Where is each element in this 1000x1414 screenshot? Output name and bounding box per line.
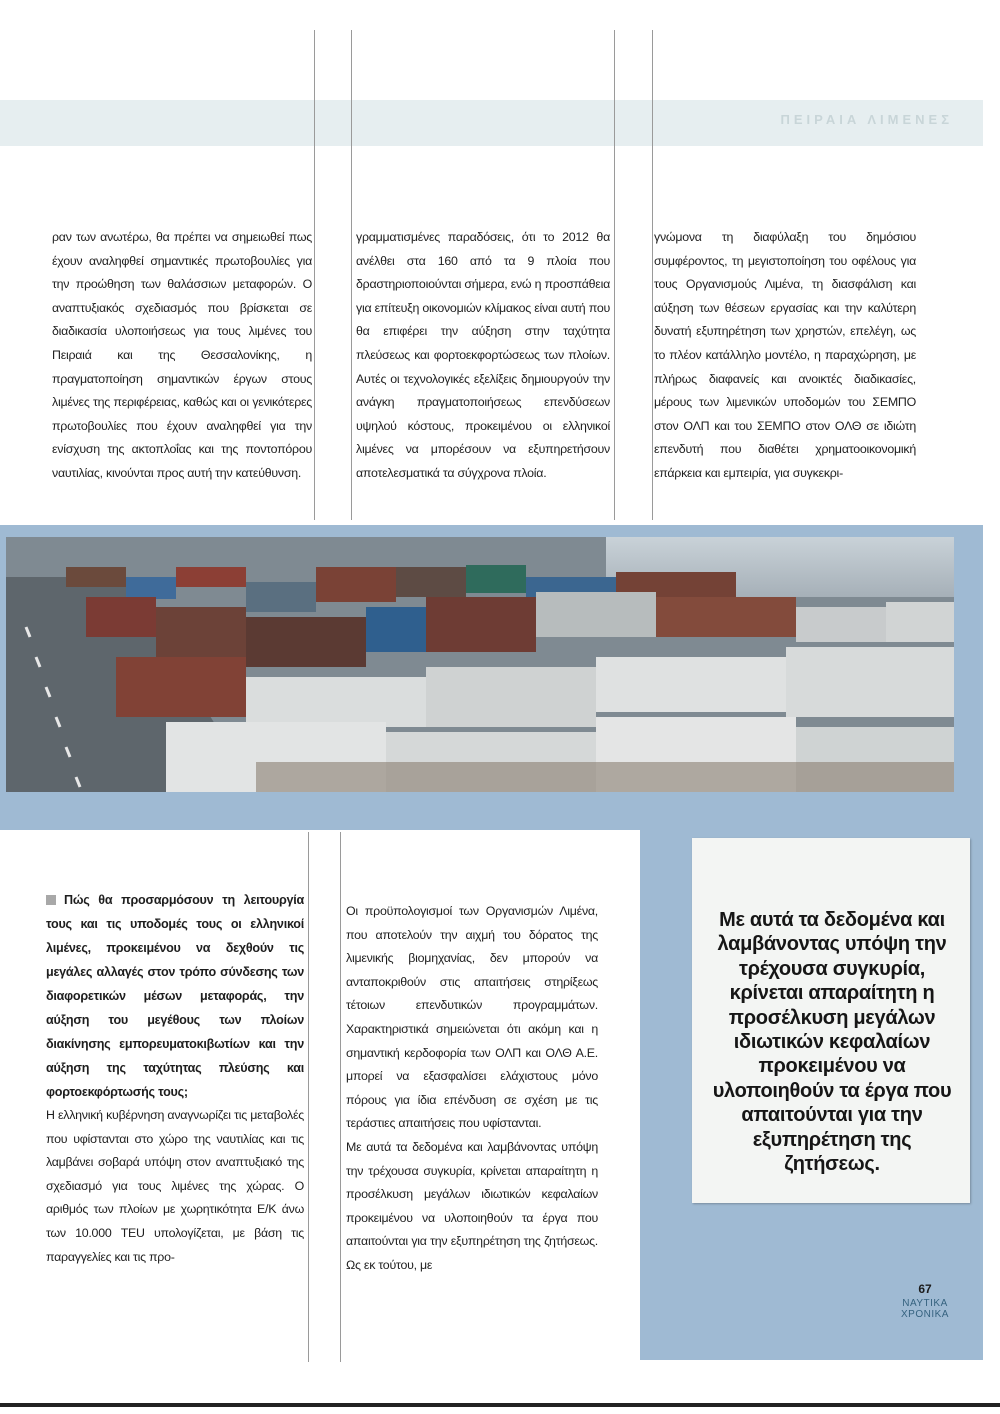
column-rule (308, 832, 309, 1362)
question-text: Πώς θα προσαρμόσουν τη λειτουργία τους και τις υποδομές τους οι ελληνικοί λιμένες, προκειμένου να δεχθούν τις μεγάλες αλλαγές στον τρόπο σύνδεσης των διαφορετικών μέσων μεταφοράς, την αύξηση του μεγέθους των πλοίων διακίνησης εμπορευματοκιβωτίων και την αύξηση της ταχύτητας πλεύσης και φορτοεκφόρτωσής τους; (46, 893, 304, 1099)
magazine-name-line1: ΝΑΥΤΙΚΑ (902, 1298, 948, 1309)
paragraph: γνώμονα τη διαφύλαξη του δημόσιου συμφέροντος, τη μεγιστοποίηση του οφέλους για τους Οργανισμούς Λιμένα, τη διασφάλιση και αύξηση των θέσεων εργασίας και την καλύτερη δυνατή εξυπηρέτηση των χρηστών, επελέγη, ως το πλέον κατάλληλο μοντέλο, η παραχώρηση, με πλήρως διαφανείς και ανοικτές διαδικασίες, μέρους των λιμενικών υποδομών του ΣΕΜΠΟ στον ΟΛΠ και του ΣΕΜΠΟ στον ΟΛΘ σε ιδιώτη επενδυτή που διαθέτει χρηματοοικονομική επάρκεια και εμπειρία, για συγκεκρι- (654, 230, 916, 480)
page-edge-bar (0, 1403, 1000, 1407)
pull-quote: Με αυτά τα δεδομένα και λαμβάνοντας υπόψη την τρέχουσα συγκυρία, κρίνεται απαραίτητη η προσέλκυση μεγάλων ιδιωτικών κεφαλαίων προκειμένου να υλοποιηθούν τα έργα που απαιτούνται για την εξυπηρέτηση της ζητήσεως. (712, 909, 952, 1176)
column-rule (614, 30, 615, 520)
section-tag: ΠΕΙΡΑΙΑ ΛΙΜΕΝΕΣ (780, 112, 953, 127)
text-column-3 (654, 226, 916, 486)
text-column-bottom-1 (46, 888, 304, 1269)
header-band (0, 100, 983, 146)
column-rule (652, 30, 653, 520)
container-terminal-illustration (6, 537, 954, 792)
pull-quote-box (692, 838, 970, 1203)
square-bullet-icon (46, 895, 56, 905)
magazine-name-line2: ΧΡΟΝΙΚΑ (901, 1309, 949, 1320)
paragraph: Οι προϋπολογισμοί των Οργανισμών Λιμένα, που αποτελούν την αιχμή του δόρατος της λιμενικής βιομηχανίας, δεν μπορούν να ανταποκριθούν στις απαιτήσεις στηρίξεως τέτοιων επενδυτικών προγραμμάτων. Χαρακτηριστικά σημειώνεται ότι ακόμη και η σημαντική κερδοφορία των ΟΛΠ και ΟΛΘ Α.Ε. μπορεί να εξασφαλίσει ελάχιστους μόνο πόρους για ίδια επένδυση σε σχέση με τις τεράστιες απαιτήσεις που υφίστανται. (346, 904, 598, 1131)
answer-paragraph: Η ελληνική κυβέρνηση αναγνωρίζει τις μεταβολές που υφίστανται στο χώρο της ναυτιλίας και τις λαμβάνει σοβαρά υπόψη στον αναπτυξιακό της σχεδιασμό για τους λιμένες της χώρας. Ο αριθμός των πλοίων με χωρητικότητα Ε/Κ άνω των 10.000 TEU υπολογίζεται, με βάση τις παραγγελίες και τις προ- (46, 1108, 304, 1264)
text-column-2 (356, 226, 610, 486)
interview-question (46, 888, 304, 1104)
paragraph: γραμματισμένες παραδόσεις, ότι το 2012 θα ανέλθει στα 160 από τα 9 πλοία που δραστηριοποιούνται σήμερα, ενώ η προσπάθεια για επίτευξη οικονομιών κλίμακος είναι αυτή που θα επιφέρει την αύξηση στην ταχύτητα πλεύσεως και φορτοεκφορτώσεως των πλοίων. Αυτές οι τεχνολογικές εξελίξεις δημιουργούν την ανάγκη πραγματοποιήσεως επενδύσεων υψηλού κόστους, προκειμένου οι ελληνικοί λιμένες να μπορέσουν να εξυπηρετήσουν αποτελεσματικά τα σύγχρονα πλοία. (356, 230, 610, 480)
page-number: 67 (918, 1282, 932, 1296)
column-rule (314, 30, 315, 520)
text-column-1 (52, 226, 312, 486)
text-column-bottom-2 (346, 900, 598, 1278)
paragraph: ραν των ανωτέρω, θα πρέπει να σημειωθεί πως έχουν αναληφθεί σημαντικές πρωτοβουλίες για την προώθηση των θαλάσσιων μεταφορών. Ο αναπτυξιακός σχεδιασμός που βρίσκεται σε διαδικασία υλοποιήσεως για τους λιμένες του Πειραιά και της Θεσσαλονίκης, η πραγματοποίηση σημαντικών έργων στους λιμένες της περιφέρειας, καθώς και οι γενικότερες πρωτοβουλίες που έχουν αναληφθεί για την ενίσχυση της ακτοπλοΐας και της ποντοπόρου ναυτιλίας, κινούνται προς αυτή την κατεύθυνση. (52, 230, 312, 480)
column-rule (340, 832, 341, 1362)
column-rule (351, 30, 352, 520)
container-terminal-photo (6, 537, 954, 792)
magazine-name (880, 1298, 970, 1320)
paragraph: Με αυτά τα δεδομένα και λαμβάνοντας υπόψη την τρέχουσα συγκυρία, κρίνεται απαραίτητη η προσέλκυση μεγάλων ιδιωτικών κεφαλαίων προκειμένου να υλοποιηθούν τα έργα που απαιτούνται για την εξυπηρέτηση της ζητήσεως. Ως εκ τούτου, με (346, 1139, 598, 1272)
